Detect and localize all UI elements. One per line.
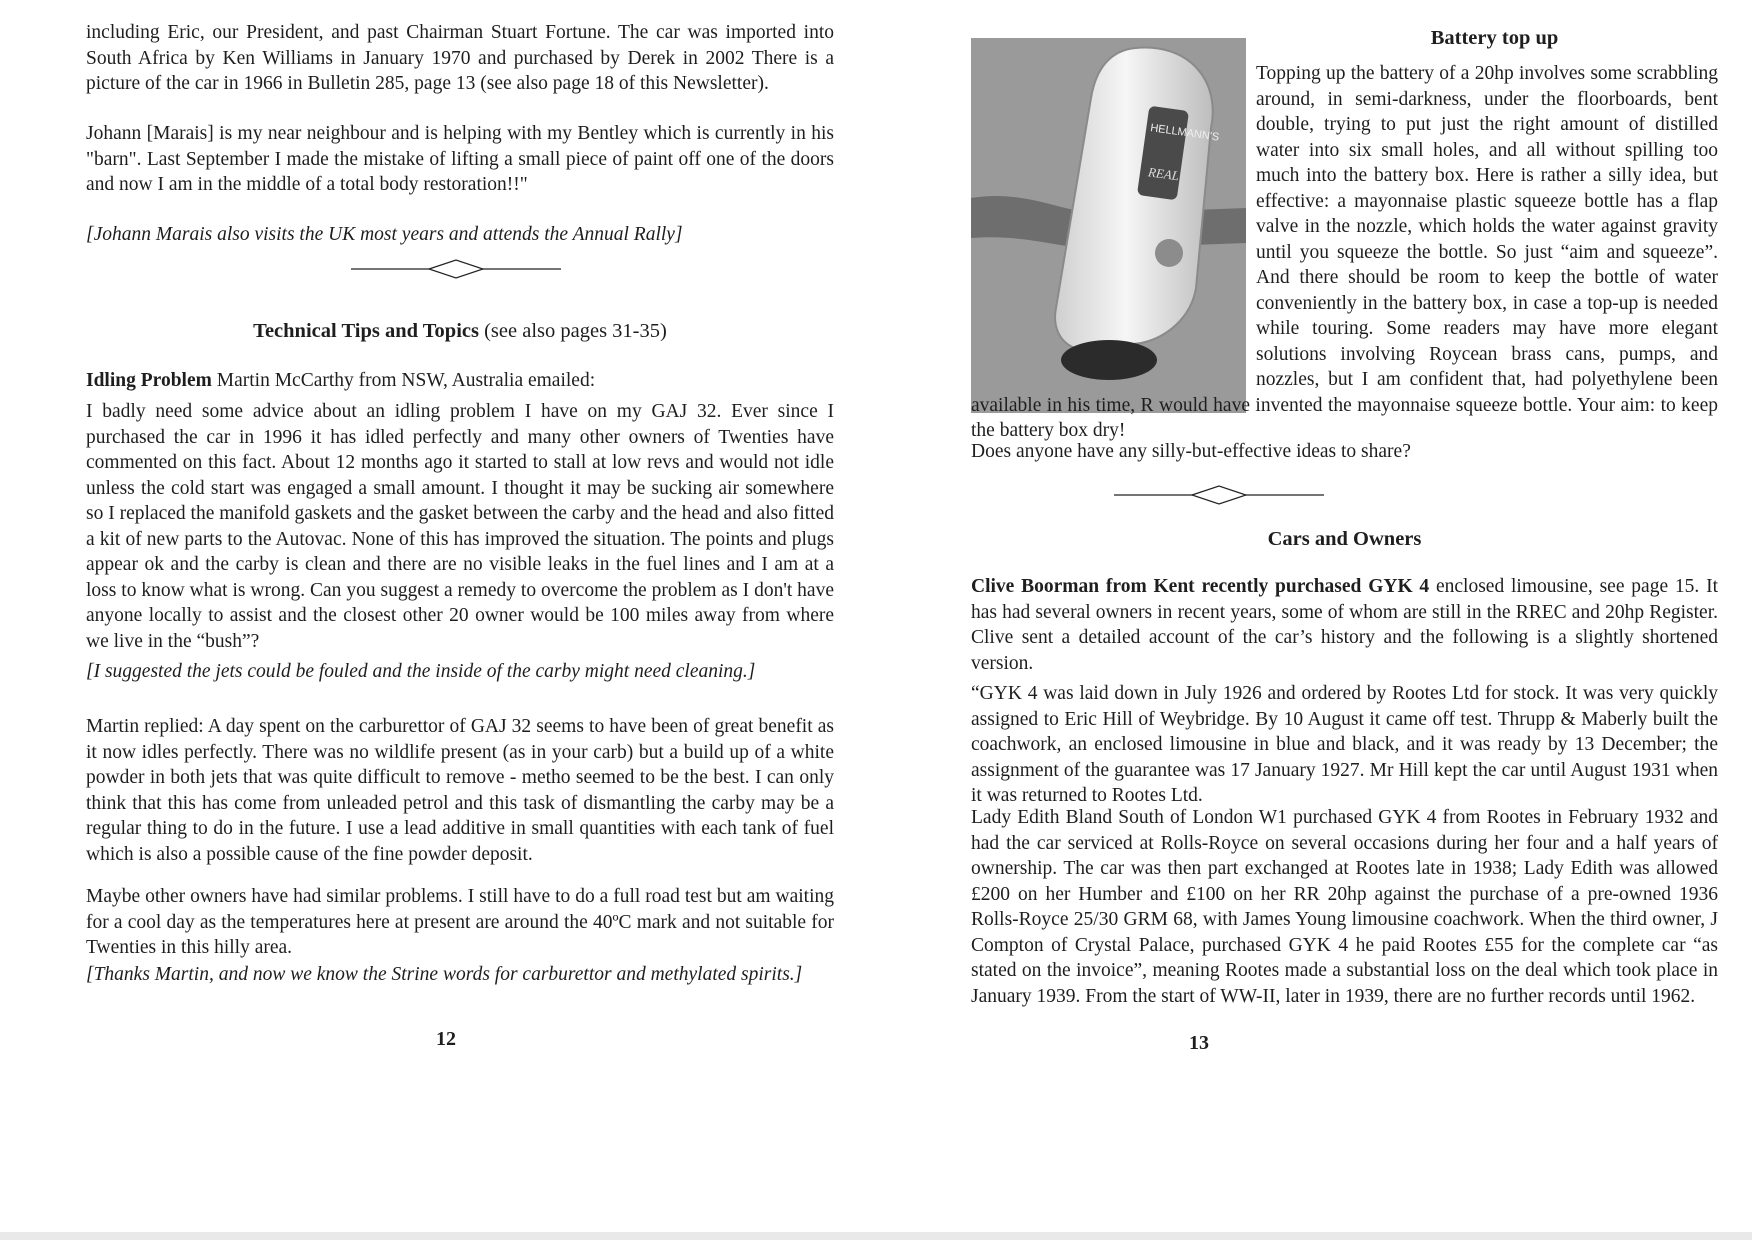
section-divider <box>1114 484 1324 506</box>
battery-text-body: Topping up the battery of a 20hp involves some scrabbling around, in semi-darkness, under the floorboards, bent double, trying to put just the right amount of distilled water into six small holes, and all without spilling too much into the battery box. Here is rather a silly idea, but effective: a mayonnaise plastic squeeze bottle has a flap valve in the nozzle, which holds the water against gravity until you squeeze the bottle. So just “aim and squeeze”. And there should be room to keep the bottle of water conveniently in the battery box, in case a top-up is needed while touring. Some readers may have more elegant solutions involving Roycean brass cans, pumps, and nozzles, but I am confident that, had polyethylene been available in his time, R would have invented the mayonnaise squeeze bottle. Your aim: to keep the battery box dry! <box>971 63 1718 441</box>
clive-boorman-lead: Clive Boorman from Kent recently purchased GYK 4 <box>971 576 1430 597</box>
battery-question: Does anyone have any silly-but-effective ideas to share? <box>971 441 1411 462</box>
idling-problem-line <box>86 368 834 394</box>
gyk4-history-1926: “GYK 4 was laid down in July 1926 and ordered by Rootes Ltd for stock. It was very quickly assigned to Eric Hill of Weybridge. By 10 August it came off test. Thrupp & Maberly built the coachwork, an enclosed limousine in blue and black, and it was ready by 13 December; the assignment of the guarantee was 17 January 1927. Mr Hill kept the car until August 1931 when it was returned to Rootes Ltd. <box>971 683 1718 806</box>
editor-suggestion: [I suggested the jets could be fouled and the inside of the carby might need cleaning.] <box>86 661 756 682</box>
technical-tips-suffix: (see also pages 31-35) <box>478 320 667 342</box>
editor-note-johann: [Johann Marais also visits the UK most years and attends the Annual Rally] <box>86 224 683 245</box>
paragraph-johann: Johann [Marais] is my near neighbour and is helping with my Bentley which is currently in his "barn". Last September I made the mistake of lifting a small piece of paint off one of the doors and now I am in the middle of a total body restoration!!" <box>86 123 834 195</box>
clive-boorman-paragraph <box>971 574 1718 676</box>
technical-tips-heading <box>86 318 834 344</box>
cars-and-owners-heading <box>971 526 1718 552</box>
gyk4-history-lady-edith: Lady Edith Bland South of London W1 purchased GYK 4 from Rootes in February 1932 and had the car serviced at Rolls-Royce on several occasions during her four and a half years of ownership. The car was then part exchanged at Rootes late in 1938; Lady Edith was allowed £200 on her Humber and £100 on her RR 20hp against the purchase of a pre-owned 1936 Rolls-Royce 25/30 GRM 68, with James Young limousine coachwork. When the third owner, J Compton of Crystal Palace, purchased GYK 4 he paid Rootes £55 for the complete car “as stated on the invoice”, meaning Rootes made a substantial loss on the deal which took place in January 1939. From the start of WW-II, later in 1939, there are no further records until 1962. <box>971 807 1718 1007</box>
clive-boorman-rest: enclosed limousine, see page 15. It has had several owners in recent years, some of whom are still in the RREC and 20hp Register. Clive sent a detailed account of the car’s history and the following is a slightly shortened version. <box>971 576 1718 674</box>
photo-wrap-spacer <box>971 61 1256 379</box>
page-number-left: 12 <box>436 1028 456 1050</box>
idling-problem-label: Idling Problem <box>86 370 212 391</box>
cars-and-owners-title: Cars and Owners <box>1267 528 1422 550</box>
bottle-label-brand: HELLMANN'S <box>1149 122 1220 144</box>
paragraph-intro: including Eric, our President, and past Chairman Stuart Fortune. The car was imported into South Africa by Ken Williams in January 1970 and purchased by Derek in 2002 There is a picture of the car in 1966 in Bulletin 285, page 13 (see also page 18 of this Newsletter). <box>86 22 834 94</box>
battery-top-up-heading <box>1271 25 1718 51</box>
technical-tips-title: Technical Tips and Topics <box>253 320 479 342</box>
scan-bottom-edge <box>0 1232 1752 1240</box>
martin-reply: Martin replied: A day spent on the carburettor of GAJ 32 seems to have been of great benefit as it now idles perfectly. There was no wildlife present (as in your carb) but a build up of a white powder in both jets that was quite difficult to remove - metho seemed to be the best. I can only think that this has come from unleaded petrol and this task of dismantling the carby may be a regular thing to do in the future. I use a lead additive in small quantities with each tank of fuel which is also a possible cause of the fine powder deposit. <box>86 716 834 865</box>
paragraph-other-owners: Maybe other owners have had similar problems. I still have to do a full road test but am waiting for a cool day as the temperatures here at present are around the 40ºC mark and not suitable for Twenties in this hilly area. <box>86 886 834 958</box>
page-number-right: 13 <box>1189 1032 1209 1054</box>
battery-top-up-title: Battery top up <box>1430 27 1559 49</box>
battery-text <box>971 61 1718 444</box>
section-divider <box>351 258 561 280</box>
idling-problem-intro: Martin McCarthy from NSW, Australia emailed: <box>211 370 596 391</box>
editor-note-strine: [Thanks Martin, and now we know the Strine words for carburettor and methylated spirits.] <box>86 964 803 985</box>
bottle-label-real: REAL <box>1147 164 1181 184</box>
martin-email: I badly need some advice about an idling problem I have on my GAJ 32. Ever since I purchased the car in 1996 it has idled perfectly and many other owners of Twenties have commented on this fact. About 12 months ago it started to stall at low revs and would not idle unless the cold start was engaged a small amount. I thought it may be sucking air somewhere so I replaced the manifold gaskets and the gasket between the carby and the head and also fitted a kit of new parts to the Autovac. None of this has improved the situation. The points and plugs appear ok and the carby is clean and there are no visible leaks in the fuel lines and I am at a loss to know what is wrong. Can you suggest a remedy to overcome the problem as I don't have anyone locally to assist and the closest other 20 owner would be 100 miles away from where we live in the “bush”? <box>86 401 834 652</box>
